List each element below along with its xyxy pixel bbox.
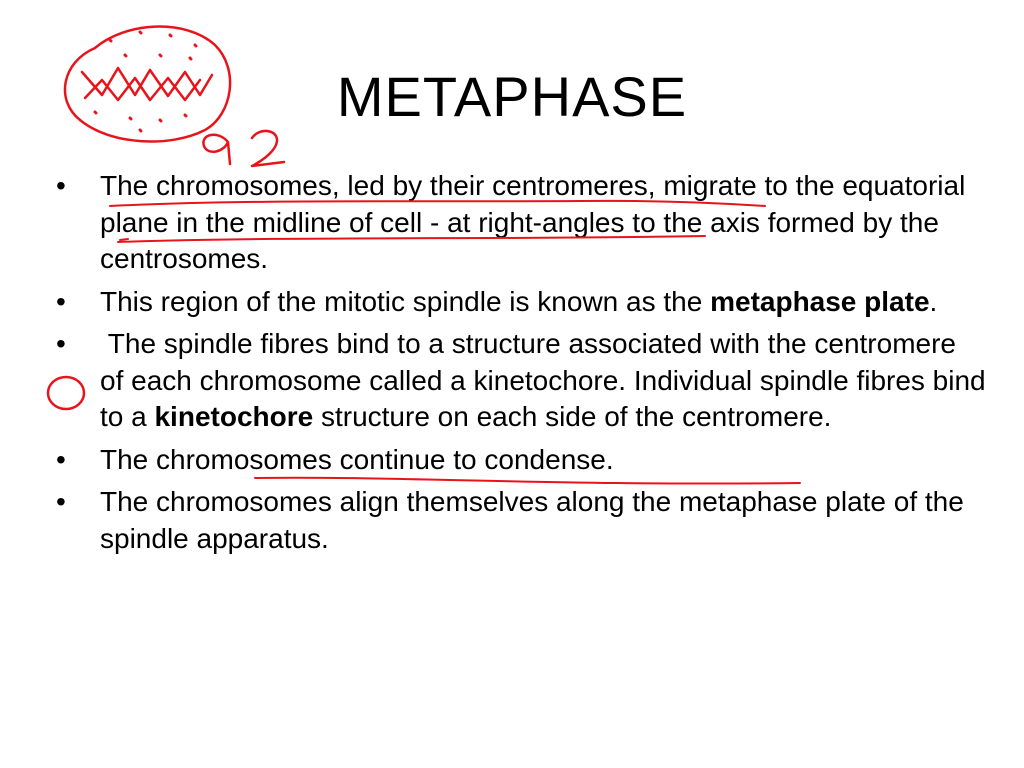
bullet-text: The spindle fibres bind to a structure associated with the centromere of each chromosome called a kinetochore. Individual spindle fibres bind to a [100, 328, 994, 432]
bullet-item [56, 442, 986, 479]
handwritten-number [203, 131, 284, 166]
bullet-marker: • [56, 170, 66, 201]
bullet-marker: • [56, 328, 66, 359]
digit-two [252, 131, 284, 166]
digit-nine [203, 135, 230, 164]
bullet-list [56, 168, 994, 563]
bullet-item [56, 168, 986, 278]
bullet-text: The chromosomes continue to condense. [100, 443, 614, 475]
bullet-marker: • [56, 285, 66, 317]
slide-title: METAPHASE [336, 65, 688, 128]
bullet-item [56, 284, 986, 321]
bold-term: metaphase plate [710, 285, 930, 317]
bullet-marker: • [56, 486, 66, 517]
bullet-text: structure on each side of the centromere. [313, 401, 832, 432]
bullet-text: This region of the mitotic spindle is known as the [100, 285, 711, 317]
bullet-item [56, 484, 986, 557]
bullet-text: The chromosomes, led by their centromeres, migrate to the equatorial plane in the midline of cell - at right-angles to the axis formed by the centrosomes. [100, 170, 966, 274]
bold-term: kinetochore [154, 401, 314, 432]
bullet-item [56, 326, 994, 436]
bullet-marker: • [56, 443, 66, 475]
bullet-text: The chromosomes align themselves along the metaphase plate of the spindle apparatus. [100, 486, 964, 554]
bullet-text: . [929, 285, 938, 317]
